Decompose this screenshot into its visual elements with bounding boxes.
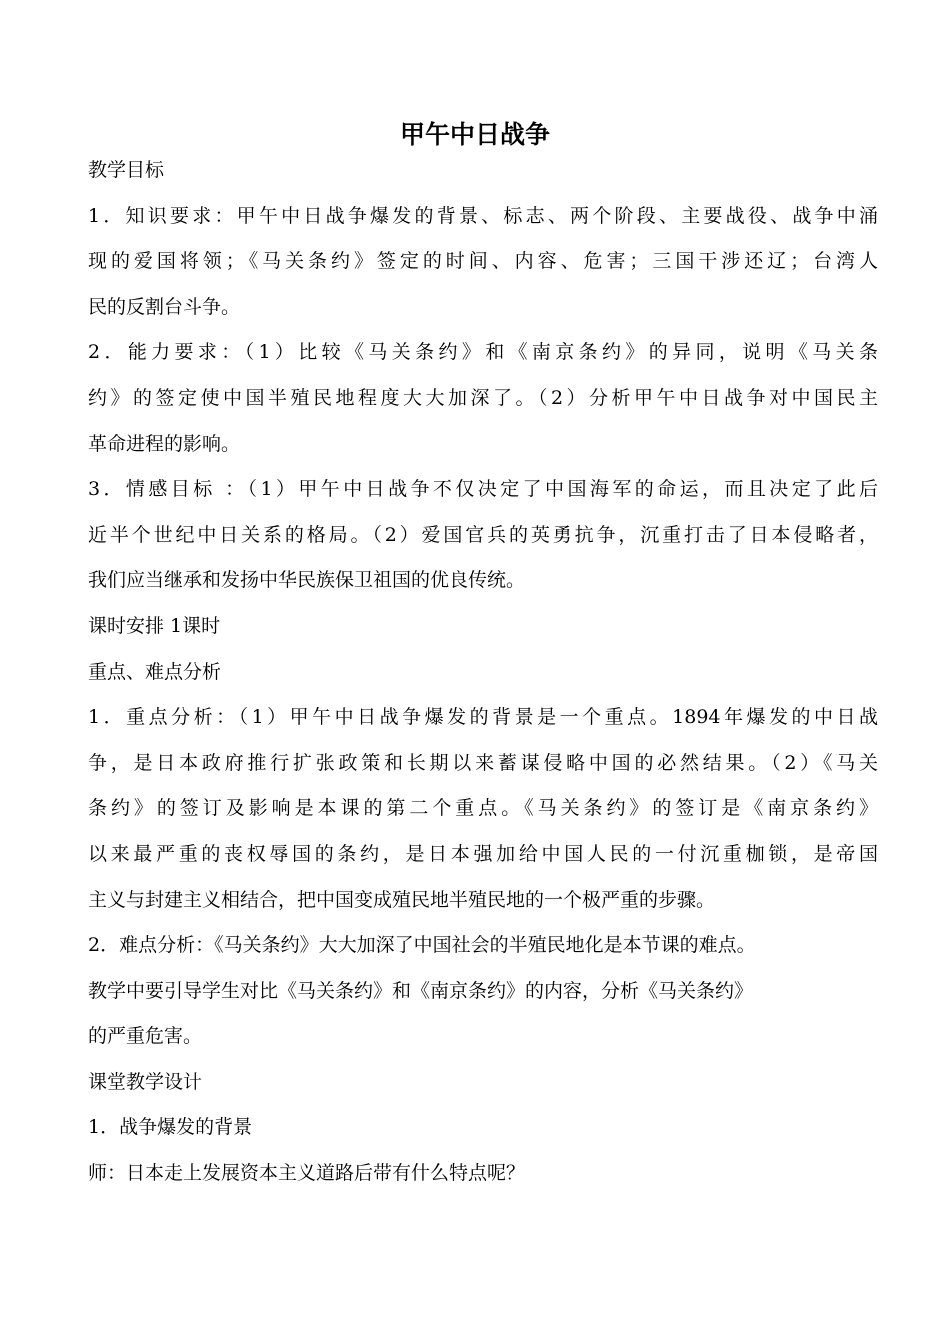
paragraph-line: 2．难点分析：《马关条约》大大加深了中国社会的半殖民地化是本节课的难点。 — [88, 934, 756, 957]
paragraph-line: 争，是日本政府推行扩张政策和长期以来蓄谋侵略中国的必然结果。（2）《马关 — [88, 751, 878, 774]
section-heading-design: 课堂教学设计 — [88, 1070, 203, 1093]
paragraph-line: 近半个世纪中日关系的格局。（2）爱国官兵的英勇抗争，沉重打击了日本侵略者， — [88, 523, 878, 546]
paragraph-line: 民的反割台斗争。 — [88, 295, 241, 318]
document-title: 甲午中日战争 — [399, 120, 550, 149]
subsection-heading: 1．战争爆发的背景 — [88, 1116, 253, 1139]
section-heading-objectives: 教学目标 — [88, 159, 165, 181]
paragraph-line: 现的爱国将领；《马关条约》签定的时间、内容、危害；三国干涉还辽；台湾人 — [88, 250, 878, 273]
paragraph-line: 2．能力要求：（1）比较《马关条约》和《南京条约》的异同，说明《马关条 — [88, 341, 878, 364]
paragraph-line: 革命进程的影响。 — [88, 432, 241, 455]
paragraph-line: 主义与封建主义相结合，把中国变成殖民地半殖民地的一个极严重的步骤。 — [88, 888, 716, 911]
document-body — [88, 148, 878, 1197]
paragraph-line: 1．知识要求：甲午中日战争爆发的背景、标志、两个阶段、主要战役、战争中涌 — [88, 204, 878, 227]
section-heading-key-points: 重点、难点分析 — [88, 660, 222, 683]
paragraph-line: 约》的签定使中国半殖民地程度大大加深了。（2）分析甲午中日战争对中国民主 — [88, 386, 878, 409]
paragraph-line: 我们应当继承和发扬中华民族保卫祖国的优良传统。 — [88, 569, 526, 592]
paragraph-line: 教学中要引导学生对比《马关条约》和《南京条约》的内容，分析《马关条约》 — [88, 979, 754, 1002]
paragraph-line: 条约》的签订及影响是本课的第二个重点。《马关条约》的签订是《南京条约》 — [88, 797, 878, 820]
paragraph-line: 的严重危害。 — [88, 1025, 203, 1048]
paragraph-line: 以来最严重的丧权辱国的条约，是日本强加给中国人民的一付沉重枷锁，是帝国 — [88, 842, 878, 865]
section-heading-schedule: 课时安排 1课时 — [88, 614, 221, 637]
paragraph-line: 3．情感目标 ：（1）甲午中日战争不仅决定了中国海军的命运，而且决定了此后 — [88, 478, 878, 501]
paragraph-line: 1．重点分析：（1）甲午中日战争爆发的背景是一个重点。1894年爆发的中日战 — [88, 706, 878, 729]
paragraph-line: 师：日本走上发展资本主义道路后带有什么特点呢？ — [88, 1162, 526, 1185]
